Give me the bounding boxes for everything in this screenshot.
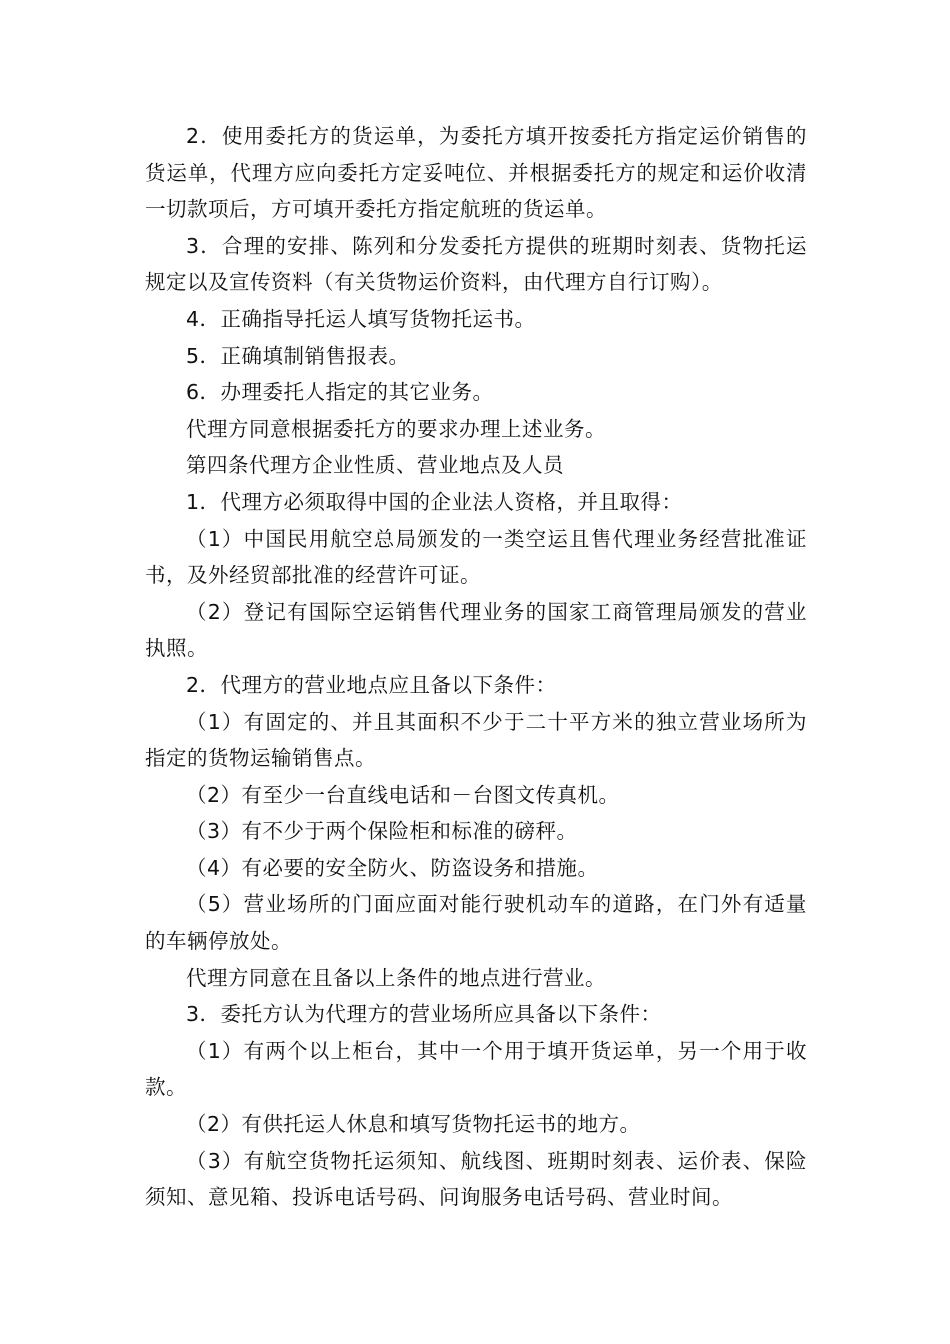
paragraph: （5）营业场所的门面应面对能行驶机动车的道路，在门外有适量的车辆停放处。	[145, 892, 807, 954]
paragraph: 代理方同意根据委托方的要求办理上述业务。	[186, 416, 606, 441]
paragraph: （2）登记有国际空运销售代理业务的国家工商管理局颁发的营业执照。	[145, 599, 807, 661]
paragraph: 3．委托方认为代理方的营业场所应具备以下条件：	[186, 1002, 662, 1027]
paragraph: （2）有供托运人休息和填写货物托运书的地方。	[186, 1112, 641, 1137]
paragraph: 代理方同意在且备以上条件的地点进行营业。	[186, 965, 606, 990]
paragraph: （3）有不少于两个保险柜和标准的磅秤。	[186, 819, 578, 844]
paragraph: 3．合理的安排、陈列和分发委托方提供的班期时刻表、货物托运规定以及宣传资料（有关货物运价资料，由代理方自行订购）。	[145, 233, 807, 295]
paragraph: 4．正确指导托运人填写货物托运书。	[186, 306, 536, 331]
paragraph: 2．代理方的营业地点应且备以下条件：	[186, 672, 557, 697]
document-page	[145, 118, 807, 1216]
paragraph: 2．使用委托方的货运单，为委托方填开按委托方指定运价销售的货运单，代理方应向委托方定妥吨位、并根据委托方的规定和运价收清一切款项后，方可填开委托方指定航班的货运单。	[145, 124, 807, 222]
paragraph: 1．代理方必须取得中国的企业法人资格，并且取得：	[186, 489, 683, 514]
paragraph: （2）有至少一台直线电话和－台图文传真机。	[186, 782, 620, 807]
section-heading: 第四条代理方企业性质、营业地点及人员	[186, 453, 564, 478]
paragraph: 6．办理委托人指定的其它业务。	[186, 380, 494, 405]
paragraph: （1）有两个以上柜台，其中一个用于填开货运单，另一个用于收款。	[145, 1038, 807, 1100]
paragraph: （1）有固定的、并且其面积不少于二十平方米的独立营业场所为指定的货物运输销售点。	[145, 709, 807, 771]
paragraph: （3）有航空货物托运须知、航线图、班期时刻表、运价表、保险须知、意见箱、投诉电话号码、问询服务电话号码、营业时间。	[145, 1148, 807, 1210]
paragraph: 5．正确填制销售报表。	[186, 343, 410, 368]
paragraph: （4）有必要的安全防火、防盗设务和措施。	[186, 855, 599, 880]
paragraph: （1）中国民用航空总局颁发的一类空运且售代理业务经营批准证书，及外经贸部批准的经营许可证。	[145, 526, 807, 588]
